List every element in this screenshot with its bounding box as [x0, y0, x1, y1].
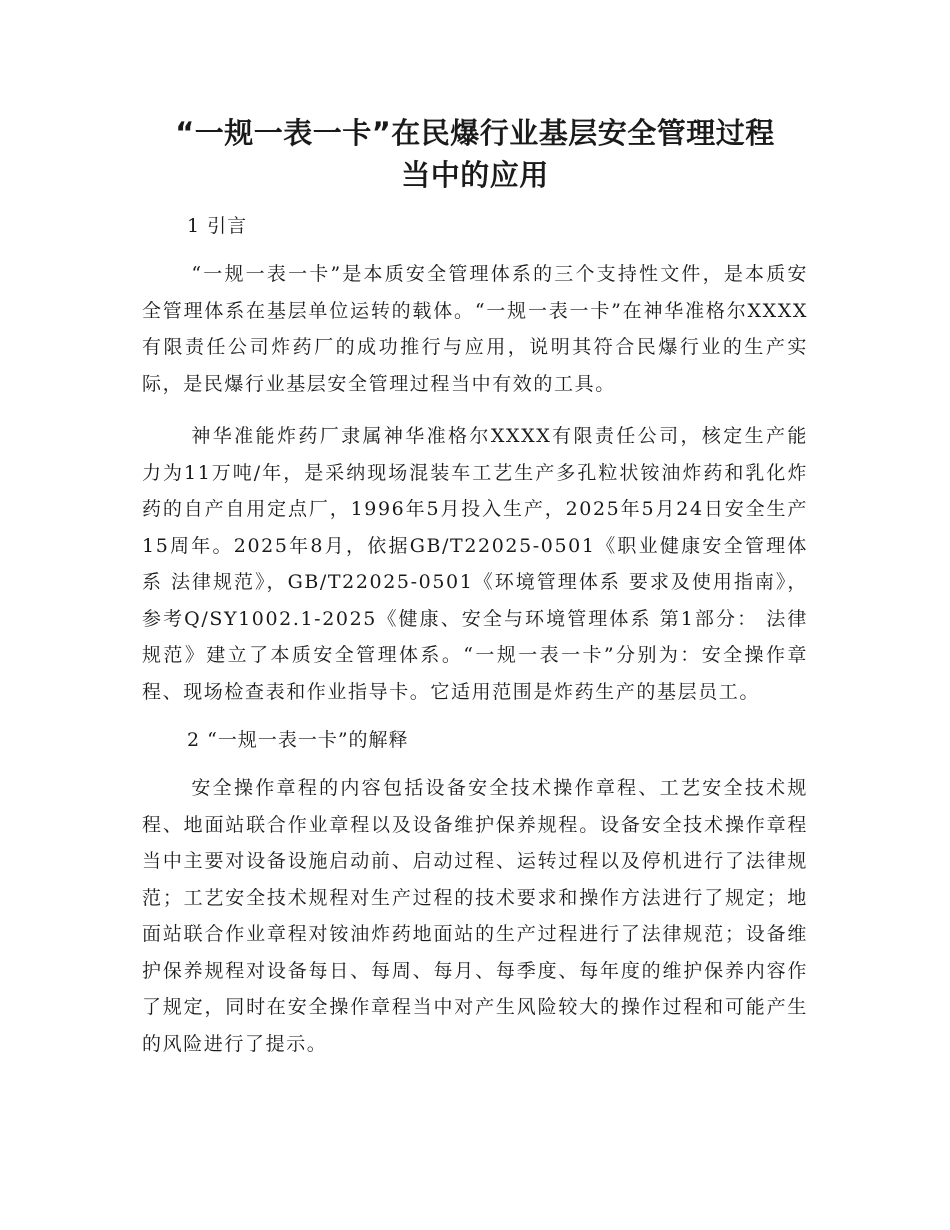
document-title [142, 112, 808, 196]
paragraph-explanation-1: 安全操作章程的内容包括设备安全技术操作章程、工艺安全技术规程、地面站联合作业章程以及设备维护保养规程。设备安全技术操作章程当中主要对设备设施启动前、启动过程、运转过程以及停机进行了法律规范；工艺安全技术规程对生产过程的技术要求和操作方法进行了规定；地面站联合作业章程对铵油炸药地面站的生产过程进行了法律规范；设备维护保养规程对设备每日、每周、每月、每季度、每年度的维护保养内容作了规定，同时在安全操作章程当中对产生风险较大的操作过程和可能产生的风险进行了提示。 [142, 777, 808, 1055]
paragraph-intro-2: 神华准能炸药厂隶属神华准格尔XXXX有限责任公司，核定生产能力为11万吨/年，是采纳现场混装车工艺生产多孔粒状铵油炸药和乳化炸药的自产自用定点厂，1996年5月投入生产，2025年5月24日安全生产15周年。2025年8月，依据GB/T22025-0501《职业健康安全管理体系 法律规范》，GB/T22025-0501《环境管理体系 要求及使用指南》，参考Q/SY1002.1-2025《健康、安全与环境管理体系 第1部分： 法律规范》建立了本质安全管理体系。“一规一表一卡”分别为：安全操作章程、现场检查表和作业指导卡。它适用范围是炸药生产的基层员工。 [142, 425, 808, 703]
document-page [142, 112, 808, 1062]
section-heading-intro: 1 引言 [187, 215, 248, 237]
paragraph-intro-1: “一规一表一卡”是本质安全管理体系的三个支持性文件，是本质安全管理体系在基层单位运转的载体。“一规一表一卡”在神华准格尔XXXX有限责任公司炸药厂的成功推行与应用，说明其符合民爆行业的生产实际，是民爆行业基层安全管理过程当中有效的工具。 [142, 263, 808, 395]
section-heading-explanation: 2 “一规一表一卡”的解释 [187, 729, 409, 751]
title-line-2: 当中的应用 [401, 158, 549, 192]
title-line-1: “一规一表一卡”在民爆行业基层安全管理过程 [175, 116, 775, 150]
